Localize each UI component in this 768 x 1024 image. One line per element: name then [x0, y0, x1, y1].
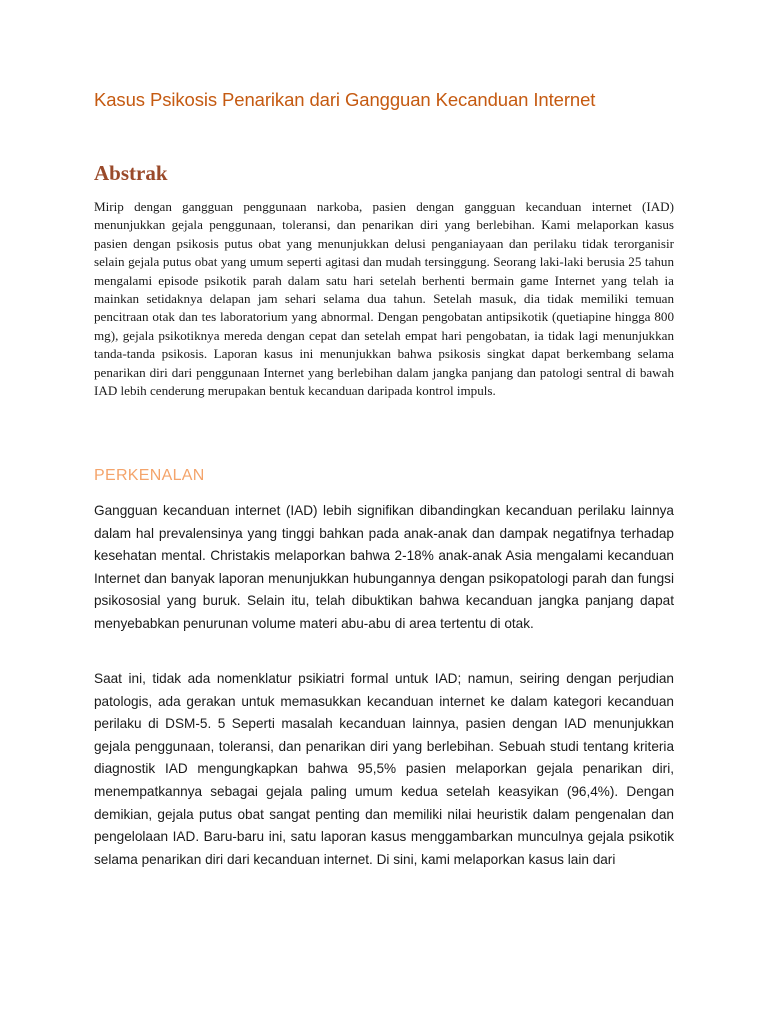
- abstract-paragraph: Mirip dengan gangguan penggunaan narkoba, pasien dengan gangguan kecanduan internet (IAD) menunjukkan gejala penggunaan, toleransi, dan penarikan diri yang berlebihan. Kami melaporkan kasus pasien dengan psikosis putus obat yang menunjukkan delusi penganiayaan dan perilaku tidak terorganisir selain gejala putus obat yang umum seperti agitasi dan mudah tersinggung. Seorang laki-laki berusia 25 tahun mengalami episode psikotik parah dalam satu hari setelah berhenti bermain game Internet yang telah ia mainkan setidaknya delapan jam sehari selama dua tahun. Setelah masuk, dia tidak memiliki temuan pencitraan otak dan tes laboratorium yang abnormal. Dengan pengobatan antipsikotik (quetiapine hingga 800 mg), gejala psikotiknya mereda dengan cepat dan setelah empat hari pengobatan, ia tidak lagi menunjukkan tanda-tanda psikosis. Laporan kasus ini menunjukkan bahwa psikosis singkat dapat berkembang selama penarikan diri dari penggunaan Internet yang berlebihan dalam jangka panjang dan patologi sentral di bawah IAD lebih cenderung merupakan bentuk kecanduan daripada kontrol impuls.: [94, 199, 674, 399]
- abstract-heading: Abstrak: [94, 161, 168, 185]
- introduction-paragraph-2: Saat ini, tidak ada nomenklatur psikiatri formal untuk IAD; namun, seiring dengan perjudian patologis, ada gerakan untuk memasukkan kecanduan internet ke dalam kategori kecanduan perilaku di DSM-5. 5 Seperti masalah kecanduan lainnya, pasien dengan IAD menunjukkan gejala penggunaan, toleransi, dan penarikan diri yang berlebihan. Sebuah studi tentang kriteria diagnostik IAD mengungkapkan bahwa 95,5% pasien melaporkan gejala penarikan diri, menempatkannya sebagai gejala paling umum kedua setelah keasyikan (96,4%). Dengan demikian, gejala putus obat sangat penting dan memiliki nilai heuristik dalam pengenalan dan pengelolaan IAD. Baru-baru ini, satu laporan kasus menggambarkan munculnya gejala psikotik selama penarikan diri dari kecanduan internet. Di sini, kami melaporkan kasus lain dari: [94, 671, 674, 867]
- document-title: Kasus Psikosis Penarikan dari Gangguan Kecanduan Internet: [94, 89, 596, 110]
- introduction-heading: PERKENALAN: [94, 467, 205, 484]
- introduction-paragraph-1: Gangguan kecanduan internet (IAD) lebih signifikan dibandingkan kecanduan perilaku lainnya dalam hal prevalensinya yang tinggi bahkan pada anak-anak dan dampak negatifnya terhadap kesehatan mental. Christakis melaporkan bahwa 2-18% anak-anak Asia mengalami kecanduan Internet dan banyak laporan menunjukkan hubungannya dengan psikopatologi parah dan fungsi psikososial yang buruk. Selain itu, telah dibuktikan bahwa kecanduan jangka panjang dapat menyebabkan penurunan volume materi abu-abu di area tertentu di otak.: [94, 503, 674, 631]
